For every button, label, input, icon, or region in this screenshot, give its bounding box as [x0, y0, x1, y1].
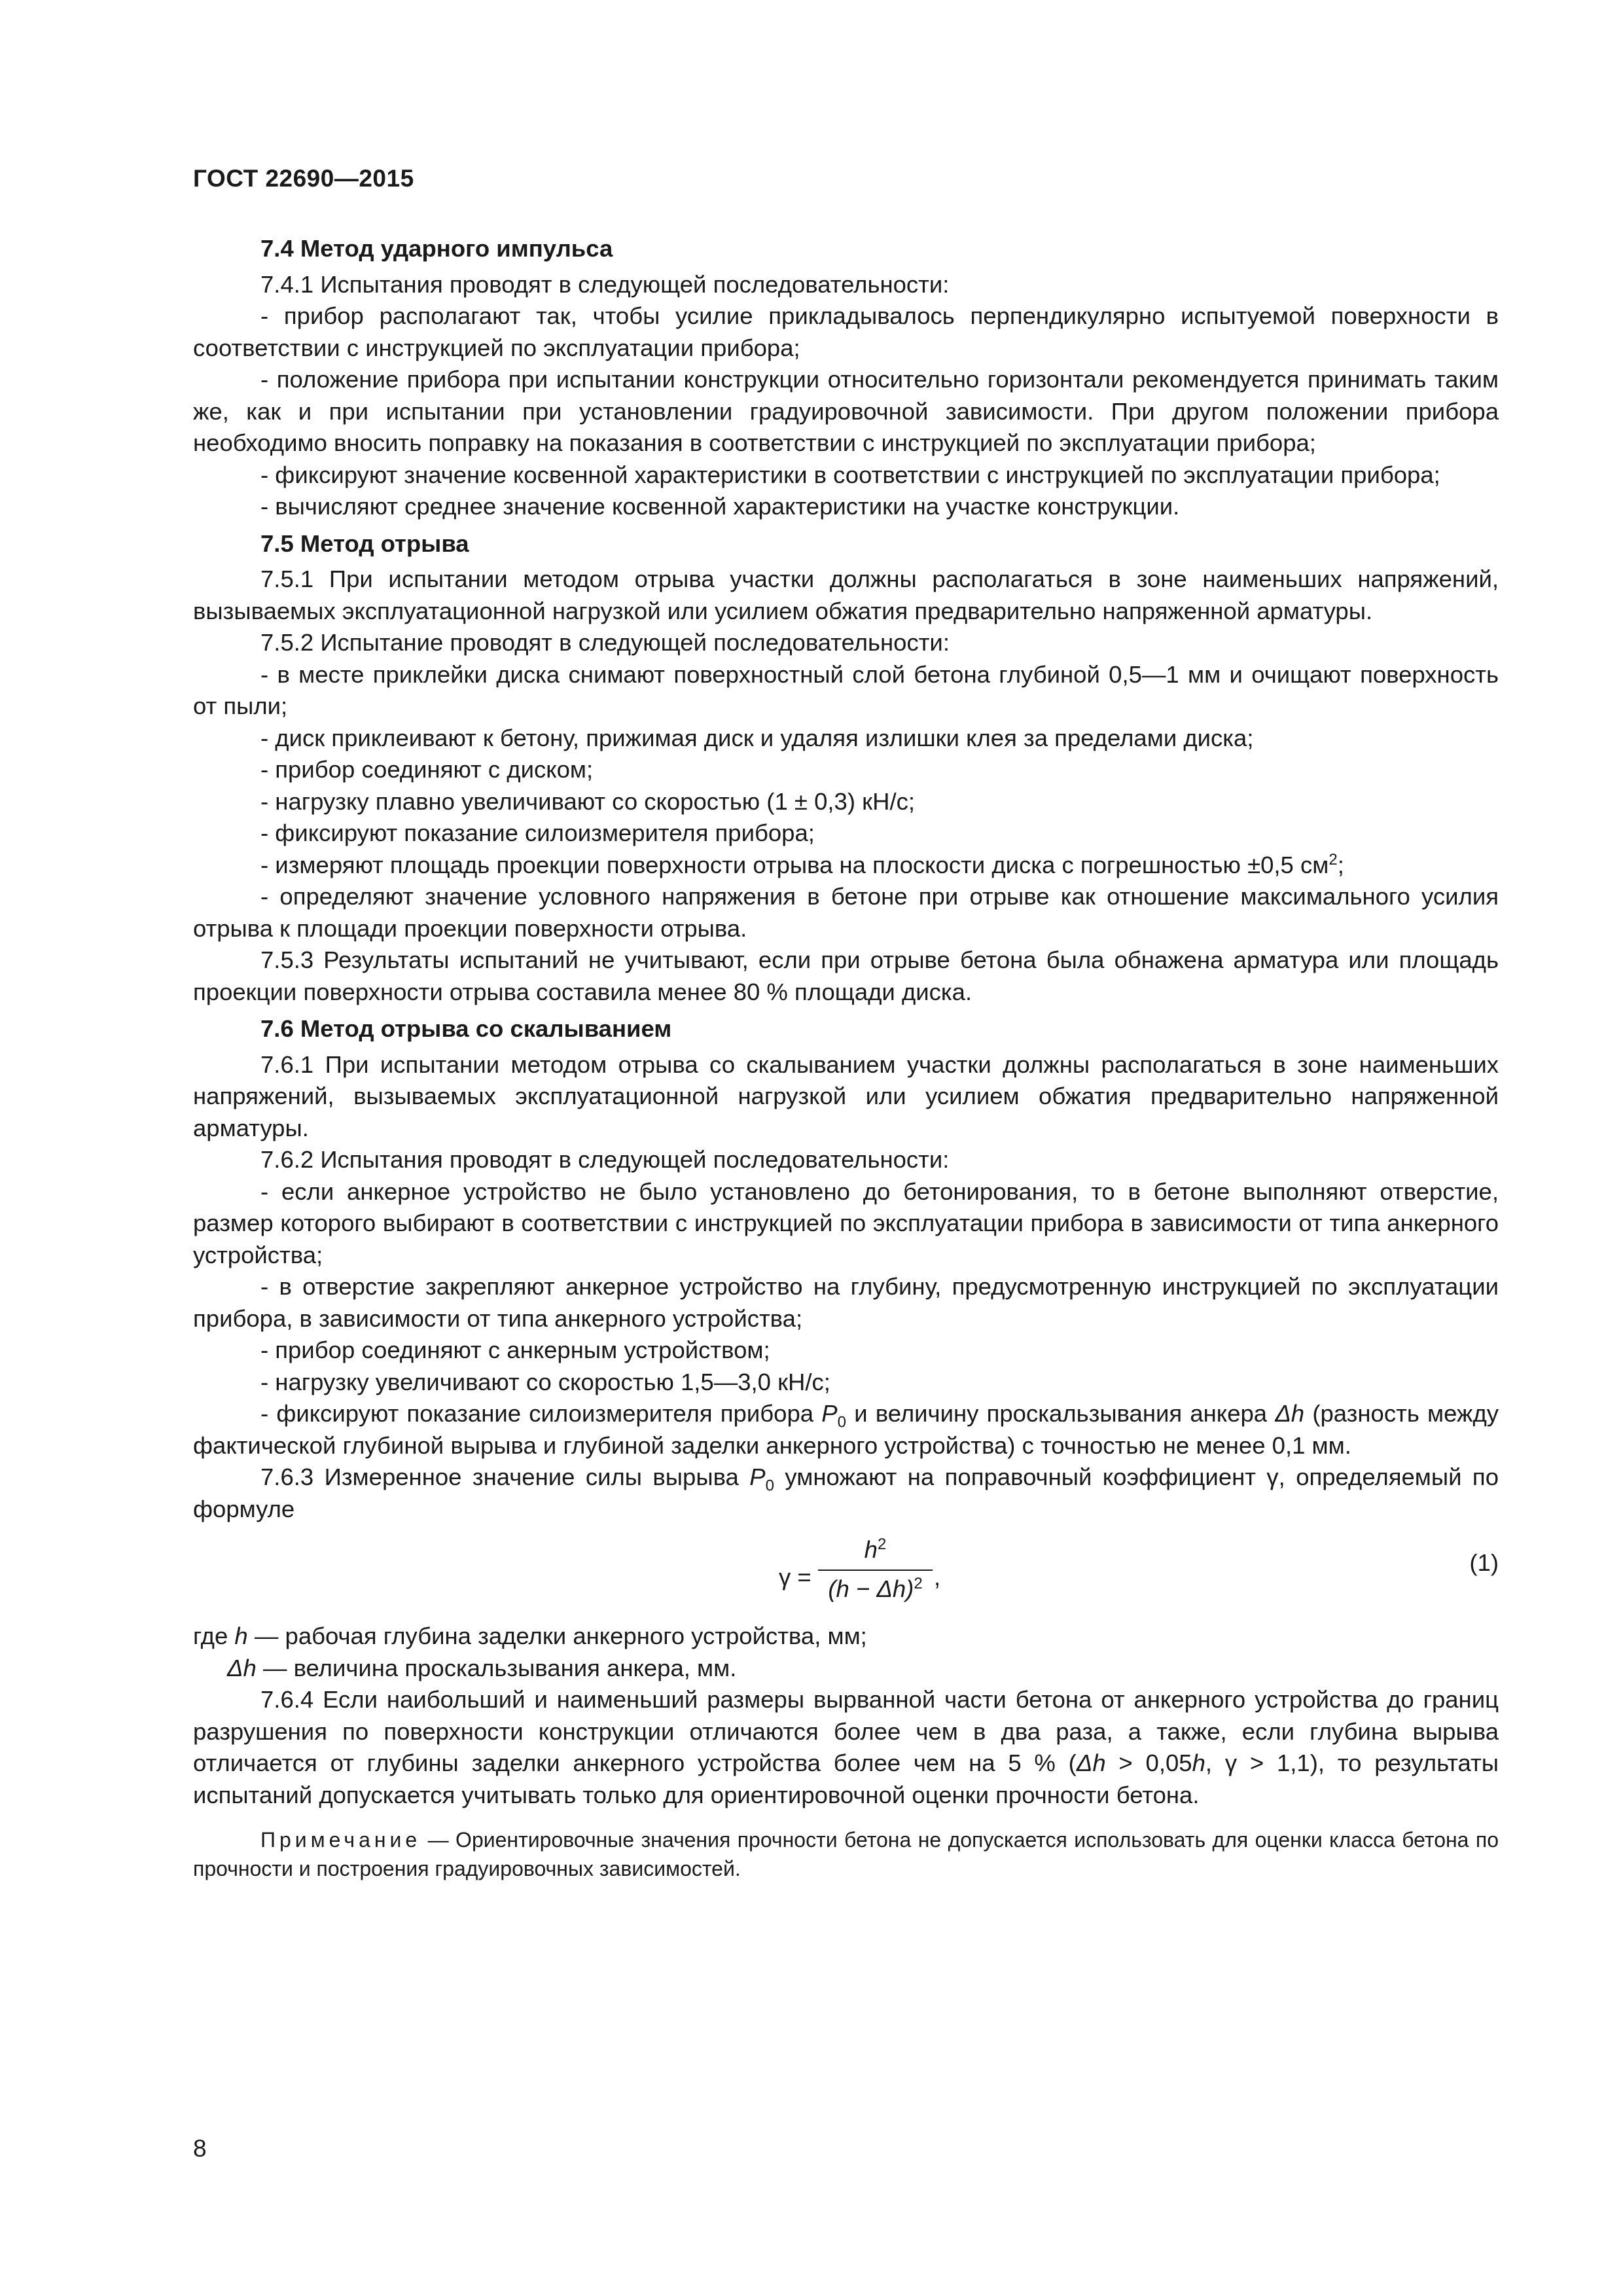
paragraph-7-5-1: 7.5.1 При испытании методом отрыва участки должны располагаться в зоне наименьших напряжений, вызываемых эксплуатационной нагрузкой или усилием обжатия предварительно напряженной арматуры. [193, 565, 1499, 624]
list-item: - прибор располагают так, чтобы усилие прикладывалось перпендикулярно испытуемой поверхности в соответствии с инструкцией по эксплуатации прибора; [193, 302, 1499, 361]
superscript: 2 [914, 1574, 923, 1592]
formula-numerator [818, 1533, 933, 1571]
page-body [193, 228, 1499, 1883]
denominator-expression: (h − Δh) [828, 1575, 914, 1602]
variable-h: h [864, 1536, 878, 1563]
text-run: > 0,05 [1105, 1749, 1192, 1776]
paragraph-7-6-2: 7.6.2 Испытания проводят в следующей последовательности: [260, 1146, 950, 1173]
text-run: 7.6.4 Если наибольший и наименьший размеры вырванной части бетона от анкерного устройства до границ разрушения по поверхности конструкции отличаются более чем в два раза, а также, если глубина вырыва отличается от глубины заделки анкерного устройства более чем на 5 % ( [193, 1686, 1499, 1776]
list-item: - прибор соединяют с анкерным устройством; [260, 1336, 770, 1363]
list-item: - в месте приклейки диска снимают поверхностный слой бетона глубиной 0,5—1 мм и очищают поверхность от пыли; [193, 660, 1499, 719]
formula-lhs: γ = [779, 1564, 812, 1590]
text-run: умножают на поправочный коэффициент γ, определяемый по формуле [193, 1463, 1499, 1522]
formula-fraction [818, 1533, 933, 1607]
formula-comma: , [934, 1564, 941, 1590]
list-item: - диск приклеивают к бетону, прижимая диск и удаляя излишки клея за пределами диска; [260, 724, 1254, 751]
paragraph-7-4-1: 7.4.1 Испытания проводят в следующей последовательности: [260, 270, 950, 298]
variable-delta-h: Δh [1076, 1749, 1106, 1776]
list-item [193, 1398, 1499, 1462]
variable-P: P [821, 1400, 838, 1427]
note [193, 1825, 1499, 1883]
list-item: - положение прибора при испытании конструкции относительно горизонтали рекомендуется принимать таким же, как и при испытании при установлении градуировочной зависимости. При другом положении прибора необходимо вносить поправку на показания в соответствии с инструкцией по эксплуатации прибора; [193, 366, 1499, 456]
text-run: — величина проскальзывания анкера, мм. [256, 1654, 737, 1681]
where-line-1 [193, 1621, 1499, 1653]
list-item: - прибор соединяют с диском; [260, 756, 594, 783]
variable-h: h [234, 1623, 248, 1649]
variable-delta-h: Δh [227, 1654, 257, 1681]
list-item: - нагрузку плавно увеличивают со скоростью (1 ± 0,3) кН/с; [260, 787, 915, 815]
variable-delta-h: Δh [1275, 1400, 1305, 1427]
formula-1 [193, 1533, 1499, 1617]
text-run: — рабочая глубина заделки анкерного устройства, мм; [247, 1623, 867, 1649]
text-run: - фиксируют показание силоизмерителя прибора [260, 1400, 822, 1427]
list-item: - если анкерное устройство не было установлено до бетонирования, то в бетоне выполняют отверстие, размер которого выбирают в соответствии с инструкцией по эксплуатации прибора в зависимости от типа анкерного устройства; [193, 1177, 1499, 1268]
punctuation: ; [1337, 851, 1344, 878]
text-run: где [193, 1623, 235, 1649]
list-item [193, 850, 1499, 882]
page-number: 8 [193, 2135, 207, 2162]
superscript: 2 [877, 1535, 887, 1553]
where-line-2 [193, 1653, 1499, 1685]
list-item: - в отверстие закрепляют анкерное устройство на глубину, предусмотренную инструкцией по эксплуатации прибора, в зависимости от типа анкерного устройства; [193, 1273, 1499, 1332]
paragraph-7-6-1: 7.6.1 При испытании методом отрыва со скалыванием участки должны располагаться в зоне наименьших напряжений, вызываемых эксплуатационной нагрузкой или усилием обжатия предварительно напряженной арматуры. [193, 1050, 1499, 1141]
variable-P: P [749, 1463, 766, 1490]
paragraph-7-5-3: 7.5.3 Результаты испытаний не учитывают, если при отрыве бетона была обнажена арматура или площадь проекции поверхности отрыва составила менее 80 % площади диска. [193, 946, 1499, 1005]
superscript: 2 [1329, 850, 1338, 869]
text-run: , γ > 1,1), то результаты испытаний допускается учитывать только для ориентировочной оценки прочности бетона. [193, 1749, 1499, 1808]
section-title-7-5: 7.5 Метод отрыва [260, 529, 469, 557]
note-text: — Ориентировочные значения прочности бетона не допускается использовать для оценки класса бетона по прочности и построения градуировочных зависимостей. [193, 1828, 1499, 1880]
subscript: 0 [837, 1413, 846, 1431]
paragraph-7-5-2: 7.5.2 Испытание проводят в следующей последовательности: [260, 629, 950, 656]
list-item: - фиксируют показание силоизмерителя прибора; [260, 819, 815, 846]
formula-number: (1) [1469, 1549, 1499, 1576]
list-item: - определяют значение условного напряжения в бетоне при отрыве как отношение максимального усилия отрыва к площади проекции поверхности отрыва. [193, 883, 1499, 942]
section-title-7-6: 7.6 Метод отрыва со скалыванием [260, 1015, 672, 1042]
section-title-7-4: 7.4 Метод ударного импульса [260, 235, 613, 262]
subscript: 0 [765, 1477, 774, 1495]
text-run: 7.6.3 Измеренное значение силы вырыва [260, 1463, 750, 1490]
text-run: и величину проскальзывания анкера [846, 1400, 1275, 1427]
note-label: Примечание [260, 1828, 421, 1852]
list-item: - вычисляют среднее значение косвенной характеристики на участке конструкции. [260, 493, 1180, 520]
list-item: - нагрузку увеличивают со скоростью 1,5—3,0 кН/с; [260, 1368, 830, 1395]
formula-denominator [818, 1571, 933, 1607]
list-item-text: - измеряют площадь проекции поверхности отрыва на плоскости диска с погрешностью ±0,5 см [260, 851, 1329, 878]
list-item: - фиксируют значение косвенной характеристики в соответствии с инструкцией по эксплуатации прибора; [260, 461, 1440, 488]
document-header: ГОСТ 22690—2015 [193, 165, 414, 192]
paragraph-7-6-4 [193, 1684, 1499, 1811]
text-run: (разность между фактической глубиной вырыва и глубиной заделки анкерного устройства) с точностью не менее 0,1 мм. [193, 1400, 1499, 1459]
paragraph-7-6-3 [193, 1462, 1499, 1525]
variable-h: h [1192, 1749, 1205, 1776]
